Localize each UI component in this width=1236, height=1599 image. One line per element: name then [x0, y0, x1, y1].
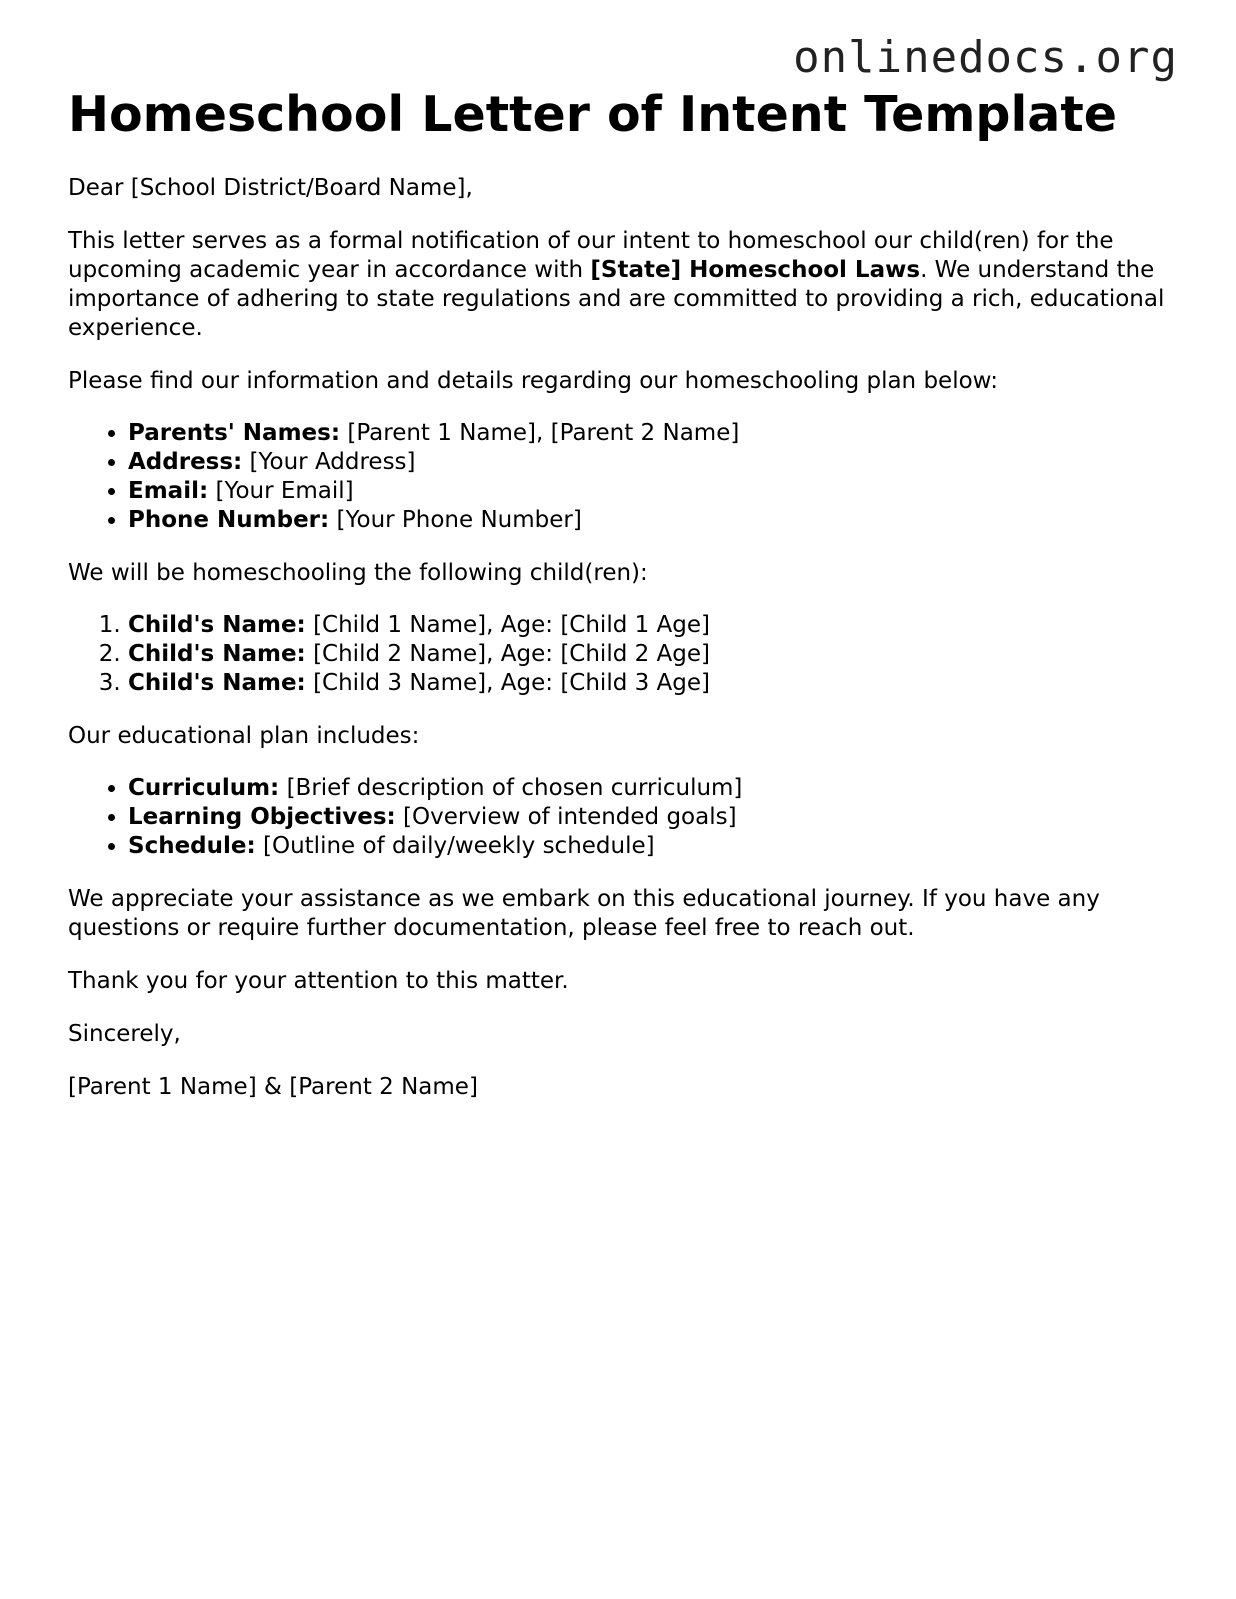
- letter-document: [68, 84, 1178, 1102]
- salutation: Dear [School District/Board Name],: [68, 175, 473, 201]
- intro-paragraph: [68, 227, 1178, 343]
- closing-paragraph: We appreciate your assistance as we embark on this educational journey. If you have any questions or require further documentation, please feel free to reach out.: [68, 886, 1100, 941]
- item-label: Email:: [128, 478, 209, 504]
- page-title: Homeschool Letter of Intent Template: [68, 86, 1117, 143]
- list-item-child-2: [128, 640, 1178, 669]
- item-label: Child's Name:: [128, 612, 306, 638]
- item-label: Parents' Names:: [128, 420, 341, 446]
- item-value: [Your Email]: [208, 478, 354, 504]
- intro-text-start: This letter serves as a formal notification of our intent to homeschool our child(ren) for the upcoming academic year in accordance with: [68, 228, 1114, 283]
- signature-line: [Parent 1 Name] & [Parent 2 Name]: [68, 1074, 478, 1100]
- thanks-line: Thank you for your attention to this matter.: [68, 968, 569, 994]
- children-lead: We will be homeschooling the following child(ren):: [68, 560, 648, 586]
- info-lead: Please find our information and details regarding our homeschooling plan below:: [68, 368, 998, 394]
- parent-info-list: [68, 419, 1178, 535]
- state-laws-emphasis: [State] Homeschool Laws: [590, 257, 921, 283]
- list-item-learning-objectives: [128, 803, 1178, 832]
- education-plan-list: [68, 774, 1178, 861]
- children-list: [68, 611, 1178, 698]
- intro-text-end: . We understand the importance of adhering to state regulations and are committed to providing a rich, educational experience.: [68, 257, 1165, 341]
- list-item-phone: [128, 506, 1178, 535]
- item-value: [Child 3 Name], Age: [Child 3 Age]: [305, 670, 711, 696]
- item-label: Child's Name:: [128, 670, 306, 696]
- item-label: Child's Name:: [128, 641, 306, 667]
- list-item-address: [128, 448, 1178, 477]
- item-label: Curriculum:: [128, 775, 280, 801]
- list-item-parents-names: [128, 419, 1178, 448]
- item-label: Phone Number:: [128, 507, 330, 533]
- item-label: Schedule:: [128, 833, 256, 859]
- list-item-schedule: [128, 832, 1178, 861]
- item-value: [Child 1 Name], Age: [Child 1 Age]: [305, 612, 711, 638]
- item-label: Learning Objectives:: [128, 804, 396, 830]
- item-value: [Your Address]: [242, 449, 416, 475]
- item-value: [Brief description of chosen curriculum]: [279, 775, 743, 801]
- list-item-curriculum: [128, 774, 1178, 803]
- list-item-child-3: [128, 669, 1178, 698]
- item-label: Address:: [128, 449, 243, 475]
- list-item-email: [128, 477, 1178, 506]
- list-item-child-1: [128, 611, 1178, 640]
- item-value: [Parent 1 Name], [Parent 2 Name]: [340, 420, 740, 446]
- item-value: [Your Phone Number]: [329, 507, 582, 533]
- site-watermark: onlinedocs.org: [793, 32, 1178, 83]
- item-value: [Overview of intended goals]: [395, 804, 737, 830]
- signoff: Sincerely,: [68, 1021, 181, 1047]
- item-value: [Child 2 Name], Age: [Child 2 Age]: [305, 641, 711, 667]
- plan-lead: Our educational plan includes:: [68, 723, 420, 749]
- item-value: [Outline of daily/weekly schedule]: [255, 833, 655, 859]
